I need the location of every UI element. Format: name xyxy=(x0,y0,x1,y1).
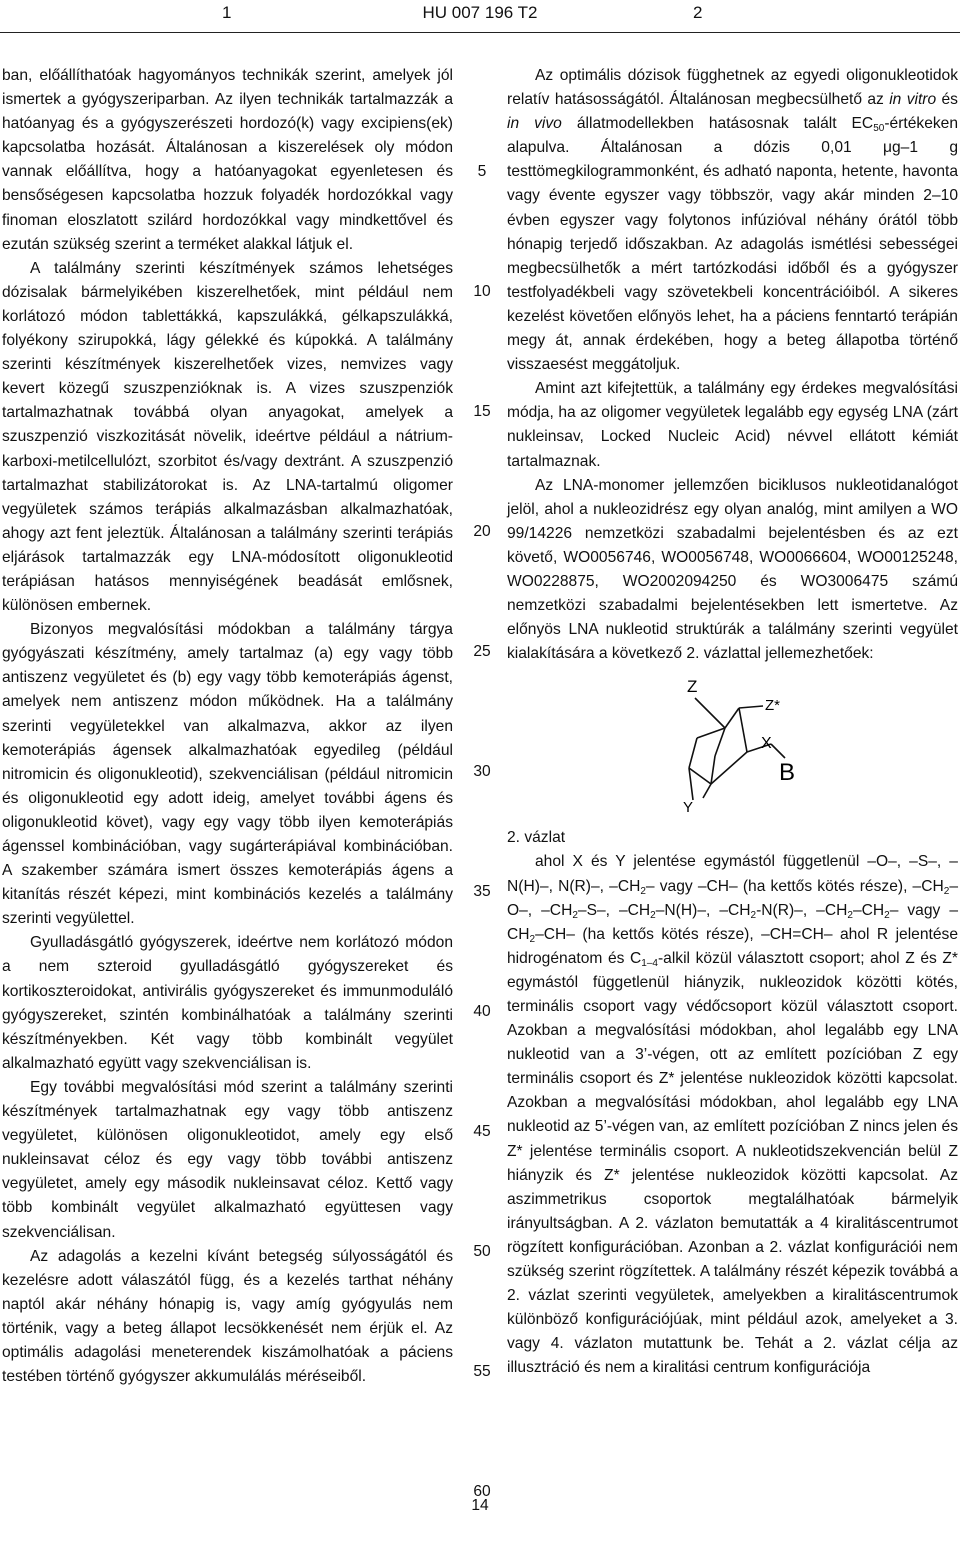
paragraph: Az optimális dózisok függhetnek az egyedi oligonukleotidok relatív hatásosságától. Általánosan megbecsülhető az in vitro és in vivo állatmodellekben hatásosnak talált $EC_{50}$-értékeken alapulva. Általánosan a dózis 0,01 μg–1 g testtömegkilogrammonként, és adható naponta, hetente, havonta vagy évente egyszer vagy többször, vagy akár minden 2–10 évben egyszer vagy folytonos infúzióval néhány órától több hónapig terjedő időszakban. Az adagolás ismétlési sebességei megbecsülhetők a mért tartózkodási időből és a gyógyszer testfolyadékbeli vagy szövetekbeli koncentrációiból. A sikeres kezelést követően előnyös lehet, ha a páciens fenntartó terápián megy át, annak érdekében, hogy a beteg állapotba történő visszaesést meggátoljuk. xyxy=(507,67,959,374)
line-number: 40 xyxy=(473,1003,491,1020)
line-number: 5 xyxy=(477,163,487,180)
paragraph: Gyulladásgátló gyógyszerek, ideértve nem korlátozó módon a nem szteroid gyulladásgátló gyógyszereket és kortikoszteroidokat, antivirális gyógyszereket és immunmoduláló gyógyszereket, szintén kombinálhatóak a találmány szerinti készítményekben. Két vagy több kombinált vegyület alkalmazható együtt vagy szekvenciálisan is. xyxy=(2,934,453,1072)
line-number: 45 xyxy=(473,1123,491,1140)
line-number: 50 xyxy=(473,1243,491,1260)
left-page-number: 1 xyxy=(222,3,232,22)
paragraph: ahol X és Y jelentése egymástól függetlenül –O–, –S–, –N(H)–, N(R)–, $-CH_2-$ vagy –CH– (ha kettős kötés része), $-CH_2-O-$, $-CH_2-S-$, $-CH_2-N(H)-$, $-CH_2-N(R)-$, $-CH_2-CH_2-$ vagy $-CH_2-CH-$ (ha kettős kötés része), –CH=CH– ahol R jelentése hidrogénatom és $C_{1-4}$-alkil közül választott csoport; ahol Z és Z* egymástól függetlenül hiányzik, nukleozidok közötti kötés, terminális csoport vagy védőcsoport közül választott csoport. Azokban a megvalósítási módokban, ahol legalább egy LNA nukleotid van a 3’-végen, ott az említett pozícióban Z egy terminális csoport és Z* jelentése nukleozidok közötti kapcsolat. Azokban a megvalósítási módokban, ahol legalább egy LNA nukleotid az 5’-végen van, az említett pozícióban Z nincs jelen és Z* jelentése terminális csoport. A nukleotidszekvencián belül Z hiányzik és Z* jelentése nukleozidok közötti kapcsolat. Az aszimmetrikus csoportok megtalálhatóak bármelyik irányultságban. A 2. vázlaton bemutatták a 4 kiralitáscentrumot rögzített konfigurációban. Azonban a 2. vázlat konfigurációi nem szükség szerint rögzítettek. A találmány részét képezik továbbá a 2. vázlat szerinti vegyületek, amelyekben a kiralitáscentrumok különböző konfigurációjúak, mint például azok, amelyeket a 3. vagy 4. vázlaton mutattunk be. Tehát a 2. vázlat célja az illusztráció és nem a kiralitási centrum konfigurációja xyxy=(507,853,958,1377)
line-number: 10 xyxy=(473,283,491,300)
line-number: 30 xyxy=(473,763,491,780)
paragraph: ban, előállíthatóak hagyományos technikák szerint, amelyek jól ismertek a gyógyszeriparban. Az ilyen technikák tartalmazzák a hatóanyag és a gyógyszerészeti hordozó(k) vagy excipiens(ek) kapcsolatba hozását. Általánosan a kiszerelések oly módon vannak előállítva, hogy a hatóanyagokat egyenletesen és bensőségesen kapcsolatba hozzuk folyadék hordozókkal vagy finoman eloszlatott szilárd hordozókkal vagy mindkettővel és ezután szükség szerint a terméket alakkal látjuk el. xyxy=(2,67,453,253)
line-number: 60 xyxy=(473,1483,491,1500)
lna-structure-figure xyxy=(507,676,958,826)
patent-number: HU 007 196 T2 xyxy=(422,3,538,22)
paragraph: Egy további megvalósítási mód szerint a találmány szerinti készítmények tartalmazhatnak egy vagy több antiszenz vegyületet, különösen oligonukleotidot, amely egy első nukleinsavat céloz és egy vagy több további antiszenz vegyületet, amely egy második nukleinsavat céloz. Kettő vagy több kombinált vegyület alkalmazható együttesen vagy szekvenciálisan. xyxy=(2,1078,453,1241)
left-column xyxy=(2,64,453,1389)
right-column xyxy=(507,64,958,1381)
line-number: 20 xyxy=(473,523,491,540)
line-number: 25 xyxy=(473,643,491,660)
line-number: 15 xyxy=(473,403,491,420)
zstar-label: Z* xyxy=(765,697,780,715)
b-label: B xyxy=(779,759,796,787)
x-label: X xyxy=(761,735,772,753)
lna-structure-drawing xyxy=(667,676,807,826)
right-page-number: 2 xyxy=(693,3,703,22)
header-rule xyxy=(0,32,960,33)
paragraph: Az adagolás a kezelni kívánt betegség súlyosságától és kezelésre adott válaszától függ, és a kezelés tarthat néhány naptól akár néhány hónapig is, vagy amíg gyógyulás nem történik, vagy a beteg állapot lecsökkenését nem érjük el. Az optimális adagolási meneterendek kiszámolhatóak a páciens testében történő gyógyszer akkumulálás méréseiből. xyxy=(2,1247,453,1386)
line-number: 55 xyxy=(473,1363,491,1380)
paragraph: A találmány szerinti készítmények számos lehetséges dózisalak bármelyikében kiszerelhetőek, mint például nem korlátozó módon tablettákká, kapszulákká, gélkapszulákká, folyékony szirupokká, lágy gélekké és kúpokká. A találmány szerinti készítmények kiszerelhetőek vizes, nemvizes vagy kevert közegű szuszpenzióknak is. A vizes szuszpenziók tartalmazhatnak továbbá olyan anyagokat, amelyek a szuszpenzió viszkozitását növelik, ideértve például a nátrium-karboxi-metilcellulózt, szorbitot és/vagy dextránt. A szuszpenzió tartalmazhat stabilizátorokat is. Az LNA-tartalmú oligomer vegyületek számos terápiás alkalmazásban alkalmazhatóak, ahogy azt fent jeleztük. Általánosan a találmány szerinti terápiás eljárások tartalmazzák egy LNA-módosított oligonukleotid terápiásan hatásos mennyiségének beadását emlősnek, különösen embernek. xyxy=(2,259,453,615)
paragraph: Bizonyos megvalósítási módokban a találmány tárgya gyógyászati készítmény, amely tartalmaz (a) egy vagy több antiszenz vegyületet és (b) egy vagy több kemoterápiás ágenst, amelyek nem antiszenz módon működnek. Ha a találmány szerinti vegyületekkel van alkalmazva, akkor az ilyen kemoterápiás ágensek alkalmazhatóak egyedileg (például nitromicin és oligonukleotid), szekvenciálisan (például nitromicin és oligonukleotid egy adott ideig, amelyet további ágens és oligonukleotid követ), vagy egy vagy több ilyen kemoterápiás ágenssel kombinációban, vagy sugárterápiával kombinációban. A szakember számára ismert összes kemoterápiás ágens a kitanítás részét képezi, mint kombinációs kezelés a találmány szerinti vegyülettel. xyxy=(2,621,453,928)
paragraph: Az LNA-monomer jellemzően biciklusos nukleotidanalógot jelöl, ahol a nukleozidrész egy olyan analóg, mint amilyen a WO 99/14226 nemzetközi szabadalmi bejelentésben és az ezt követő, WO0056746, WO0056748, WO0066604, WO00125248, WO0228875, WO2002094250 és WO3006475 számú nemzetközi szabadalmi bejelentésekben lett ismertetve. Az előnyös LNA nukleotid struktúrák a találmány szerinti vegyület kialakítására a következő 2. vázlattal jellemezhetőek: xyxy=(507,476,958,663)
line-number: 35 xyxy=(473,883,491,900)
figure-caption: 2. vázlat xyxy=(507,829,566,847)
z-label: Z xyxy=(687,677,698,697)
paragraph: Amint azt kifejtettük, a találmány egy érdekes megvalósítási módja, ha az oligomer vegyületek legalább egy egység LNA (zárt nukleinsav, Locked Nucleic Acid) névvel ellátott kémiát tartalmaznak. xyxy=(507,380,958,470)
y-label: Y xyxy=(683,799,694,817)
footer-page-number: 14 xyxy=(471,1497,489,1514)
